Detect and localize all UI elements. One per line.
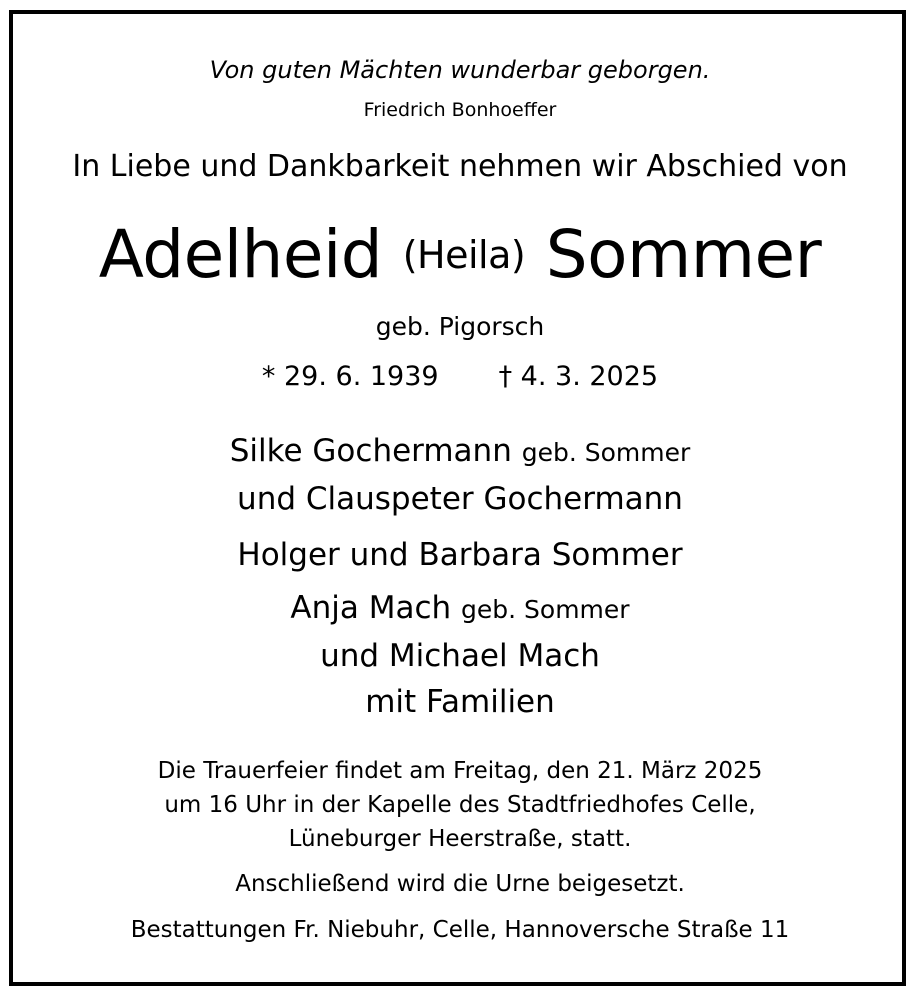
quote-text: Von guten Mächten wunderbar geborgen.	[209, 56, 711, 84]
ceremony-line-2: um 16 Uhr in der Kapelle des Stadtfriedhofes Celle,	[164, 792, 756, 818]
maiden-name: geb. Pigorsch	[375, 312, 545, 341]
mourner-line-2: und Clauspeter Gochermann	[237, 481, 683, 517]
death-date: † 4. 3. 2025	[498, 361, 659, 392]
undertaker-info: Bestattungen Fr. Niebuhr, Celle, Hannoversche Straße 11	[130, 917, 790, 943]
deceased-first-name: Adelheid	[98, 216, 383, 293]
urn-burial-note: Anschließend wird die Urne beigesetzt.	[235, 871, 685, 897]
mourner-line-6: mit Familien	[365, 684, 555, 720]
mourner-name: Silke Gochermann	[229, 433, 512, 469]
deceased-nickname: (Heila)	[402, 233, 526, 277]
mourner-maiden-note: geb. Sommer	[461, 595, 630, 624]
deceased-last-name: Sommer	[545, 216, 822, 293]
life-dates	[0, 363, 920, 390]
mourner-name: Anja Mach	[290, 590, 452, 626]
mourner-line-3: Holger und Barbara Sommer	[237, 537, 683, 573]
intro-text: In Liebe und Dankbarkeit nehmen wir Abschied von	[72, 149, 848, 184]
ceremony-line-1: Die Trauerfeier findet am Freitag, den 21. März 2025	[157, 758, 763, 784]
mourner-line-5: und Michael Mach	[320, 638, 600, 674]
quote-author: Friedrich Bonhoeffer	[363, 99, 557, 121]
mourner-maiden-note: geb. Sommer	[521, 438, 691, 467]
birth-date: * 29. 6. 1939	[261, 361, 439, 392]
mourner-line-4	[0, 590, 920, 626]
mourner-line-1	[0, 433, 920, 469]
ceremony-line-3: Lüneburger Heerstraße, statt.	[288, 826, 632, 852]
deceased-name	[0, 216, 920, 293]
